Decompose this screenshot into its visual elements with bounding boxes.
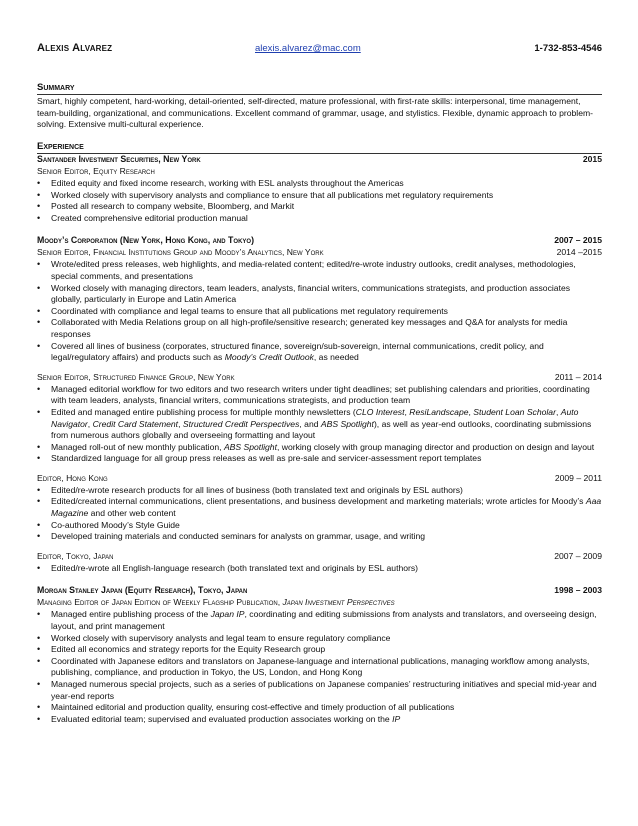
bullet-item: • Managed entire publishing process of the Japan IP, coordinating and editing submissions from analysts and translators, and overseeing design, layout, and print management — [37, 609, 602, 632]
resume-header — [37, 42, 602, 58]
job-header — [37, 154, 602, 166]
role-years: 2009 – 2011 — [554, 472, 602, 483]
publication-title: Auto Navigator — [51, 406, 579, 429]
publication-title: Moody’s Credit Outlook — [224, 352, 314, 363]
bullet-item: • Edited/re-wrote all English-language research (both translated text and originals by ESL authors) — [37, 563, 602, 575]
phone-number: 1-732-853-4546 — [534, 43, 602, 54]
bullet-item: • Maintained editorial and production quality, ensuring cost-effective and timely production of all publications — [37, 702, 602, 714]
publication-title: Student Loan Scholar — [473, 406, 556, 417]
bullet-item: • Edited all economics and strategy reports for the Equity Research group — [37, 644, 602, 656]
role-title: Managing Editor of Japan Edition of Weekly Flagship Publication, Japan Investment Perspectives — [37, 597, 395, 608]
spacer — [37, 224, 602, 235]
role-header — [37, 597, 602, 609]
bullet-item: • Edited/created internal communications, client presentations, and business development and marketing materials; wrote articles for Moody’s Aaa Magazine and other web content — [37, 496, 602, 519]
experience-section — [37, 154, 602, 725]
bullet-item: • Edited and managed entire publishing process for multiple monthly newsletters (CLO Interest, ResiLandscape, Student Loan Scholar, Auto Navigator, Credit Card Statement, Structured Credit Perspectives, and ABS Spotlight), as well as year-end outlooks, coordinating submissions from numerous authors globally and overseeing formatting and layout — [37, 407, 602, 442]
bullet-item: • Managed numerous special projects, such as a series of publications on Japanese companies’ restructuring initiatives and special mid-year and year-end reports — [37, 679, 602, 702]
bullet-list — [37, 384, 602, 465]
role-title: Senior Editor, Equity Research — [37, 166, 155, 176]
email-link[interactable]: alexis.alvarez@mac.com — [255, 43, 361, 54]
publication-title: ABS Spotlight — [320, 418, 374, 429]
bullet-item: • Evaluated editorial team; supervised and evaluated production associates working on the IP — [37, 714, 602, 726]
job-header — [37, 585, 602, 597]
bullet-item: • Posted all research to company website, Bloomberg, and Markit — [37, 201, 602, 213]
role-header — [37, 166, 602, 178]
employment-years: 2015 — [582, 154, 602, 164]
bullet-item: • Coordinated with Japanese editors and translators on Japanese-language and international publications, managing workflow among analysts, publishing, compliance, and production in Tokyo, the US, London, and Hong Kong — [37, 656, 602, 679]
role-years: 2007 – 2009 — [554, 550, 602, 561]
employer-name: Moody’s Corporation (New York, Hong Kong, and Tokyo) — [37, 235, 255, 246]
bullet-item: • Wrote/edited press releases, web highlights, and media-related content; edited/re-wrote industry outlooks, credit analyses, methodologies, special comments, and presentations — [37, 259, 602, 282]
role-header — [37, 551, 602, 563]
publication-title: Structured Credit Perspectives — [182, 418, 300, 429]
publication-title: IP — [392, 713, 401, 724]
publication-title: Aaa Magazine — [51, 496, 602, 519]
publication-title: CLO Interest — [355, 406, 405, 417]
bullet-item: • Managed editorial workflow for two editors and two research writers under tight deadlines; set publishing calendars and priorities, coordinating with team leaders, analysts, financial writers, communications strategists, and production team — [37, 384, 602, 407]
bullet-item: • Worked closely with supervisory analysts and compliance to ensure that all publications met regulatory requirements — [37, 190, 602, 202]
summary-heading: Summary — [37, 82, 602, 95]
bullet-list — [37, 259, 602, 363]
bullet-item: • Created comprehensive editorial production manual — [37, 213, 602, 225]
bullet-item: • Co-authored Moody’s Style Guide — [37, 520, 602, 532]
summary-text: Smart, highly competent, hard-working, detail-oriented, self-directed, mature professional, with first-rate skills: interpersonal, time management, team-building, organizational, and communications. Excellent command of grammar, usage, and stylistics. Flexible, dynamic approach to problem-solving. Extensive multi-cultural experience. — [37, 96, 593, 129]
publication-title: Japan IP — [210, 609, 245, 620]
role-title: Senior Editor, Financial Institutions Group and Moody’s Analytics, New York — [37, 247, 324, 258]
employer-name: Morgan Stanley Japan (Equity Research), Tokyo, Japan — [37, 585, 248, 596]
experience-heading: Experience — [37, 141, 602, 154]
bullet-list — [37, 563, 602, 575]
employment-years: 1998 – 2003 — [554, 585, 602, 596]
employment-years: 2007 – 2015 — [554, 235, 602, 246]
spacer — [37, 543, 602, 551]
role-years: 2011 – 2014 — [554, 371, 602, 382]
role-title: Editor, Tokyo, Japan — [37, 550, 114, 561]
spacer — [37, 364, 602, 372]
bullet-item: • Coordinated with compliance and legal teams to ensure that all publications met regulatory requirements — [37, 306, 602, 318]
bullet-list — [37, 485, 602, 543]
bullet-item: • Edited equity and fixed income research, working with ESL analysts throughout the Americas — [37, 178, 602, 190]
role-header — [37, 372, 602, 384]
employer-name: Santander Investment Securities, New York — [37, 154, 201, 164]
bullet-item: • Managed roll-out of new monthly publication, ABS Spotlight, working closely with group managing director and production on design and layout — [37, 442, 602, 454]
role-header — [37, 247, 602, 259]
role-header — [37, 473, 602, 485]
candidate-name: Alexis Alvarez — [37, 42, 113, 54]
role-years: 2014 –2015 — [556, 247, 602, 258]
bullet-item: • Covered all lines of business (corporates, structured finance, sovereign/sub-sovereign, internal communications, credit policy, and legal/regulatory affairs) and products such as Moody’s Credit Outlook, as needed — [37, 341, 602, 364]
role-title: Editor, Hong Kong — [37, 472, 108, 483]
publication-title: ResiLandscape — [409, 406, 469, 417]
publication-title: Credit Card Statement — [92, 418, 179, 429]
bullet-list — [37, 178, 602, 224]
job-header — [37, 235, 602, 247]
bullet-item: • Developed training materials and conducted seminars for analysts on grammar, usage, and writing — [37, 531, 602, 543]
publication-title: Japan Investment Perspectives — [282, 597, 395, 608]
bullet-item: • Edited/re-wrote research products for all lines of business (both translated text and originals by ESL authors) — [37, 485, 602, 497]
bullet-list — [37, 609, 602, 725]
role-title: Senior Editor, Structured Finance Group, New York — [37, 371, 235, 382]
spacer — [37, 465, 602, 473]
bullet-item: • Worked closely with supervisory analysts and legal team to ensure regulatory compliance — [37, 633, 602, 645]
publication-title: ABS Spotlight — [223, 441, 277, 452]
bullet-item: • Collaborated with Media Relations group on all high-profile/sensitive research; generated key messages and Q&A for analysts for media responses — [37, 317, 602, 340]
bullet-item: • Worked closely with managing directors, team leaders, analysts, financial writers, communications strategists, and production associates globally, particularly in Europe and Latin America — [37, 283, 602, 306]
spacer — [37, 574, 602, 585]
bullet-item: • Standardized language for all group press releases as well as pre-sale and servicer-assessment report templates — [37, 453, 602, 465]
